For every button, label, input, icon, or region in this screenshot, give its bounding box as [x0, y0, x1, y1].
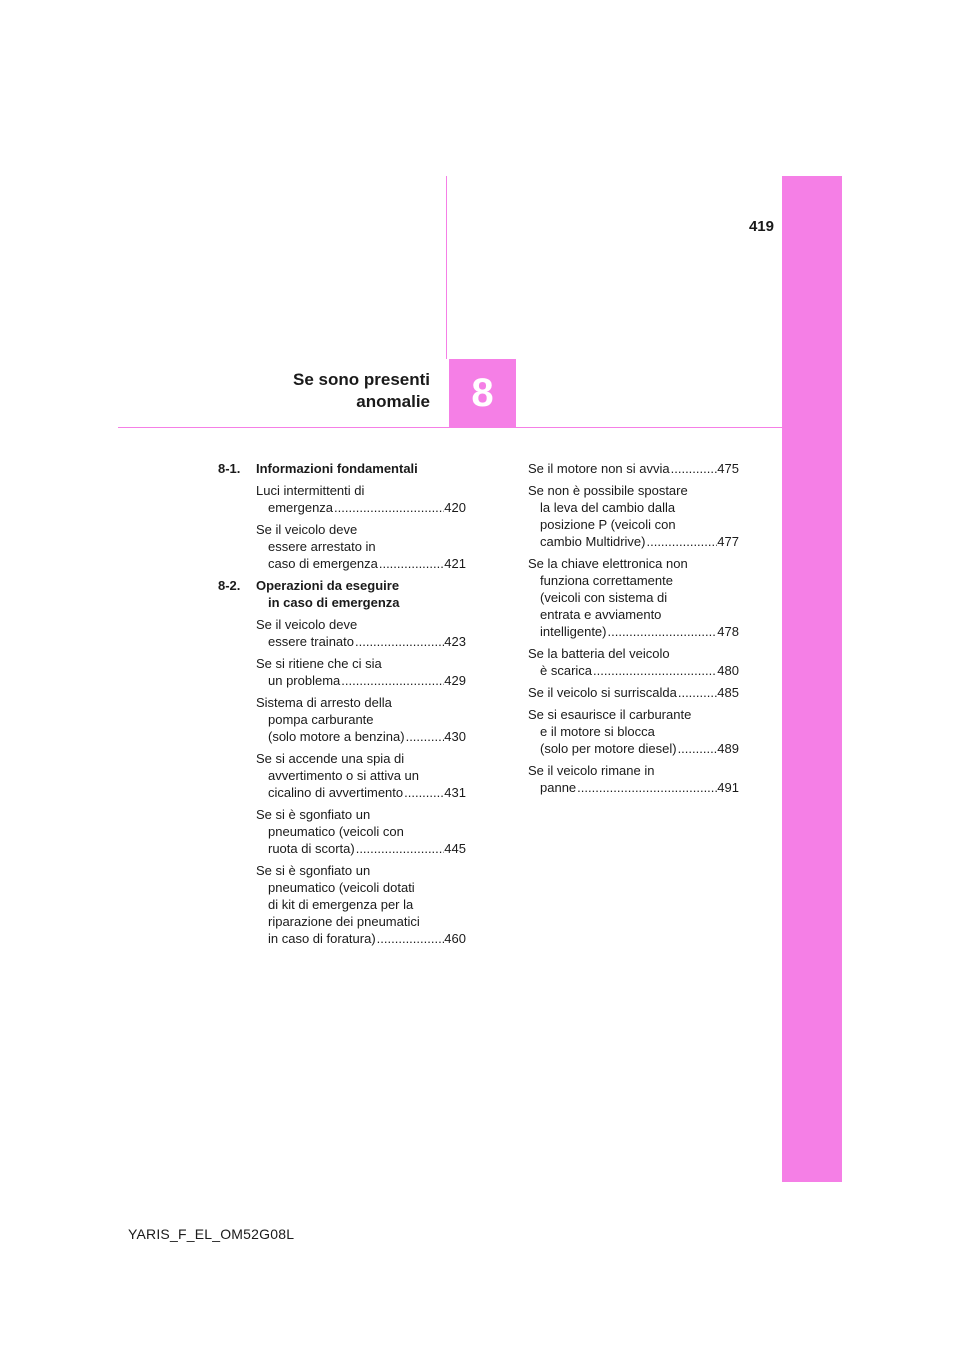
toc-entry[interactable]: [256, 806, 466, 857]
toc-entry-page: 460: [444, 931, 466, 946]
toc-entry-last-line: [256, 784, 466, 801]
toc-entry-last-line: [256, 728, 466, 745]
toc-entry[interactable]: [256, 616, 466, 650]
toc-entry-line: Se il veicolo rimane in: [528, 763, 655, 778]
dot-leader: [607, 623, 718, 640]
toc-entry-line: Se si è sgonfiato un: [256, 863, 371, 878]
toc-entry-page: 430: [444, 729, 466, 744]
dot-leader: [403, 784, 444, 801]
toc-entry-page: 491: [717, 780, 739, 795]
toc-entry[interactable]: [256, 482, 466, 516]
section-title[interactable]: [256, 577, 466, 611]
toc-entry-line: Se il veicolo deve: [256, 522, 358, 537]
toc-entry-line: panne: [540, 780, 577, 795]
dot-leader: [645, 533, 717, 550]
section-title-line: Operazioni da eseguire: [256, 578, 400, 593]
toc-entry-last-line: [256, 555, 466, 572]
toc-entry-line: è scarica: [540, 663, 593, 678]
toc-entry-last-line: [528, 460, 739, 477]
toc-entry-line: Luci intermittenti di: [256, 483, 365, 498]
toc-entry-line: Se si esaurisce il carburante: [528, 707, 692, 722]
toc-entry[interactable]: [528, 762, 739, 796]
toc-right-column: [528, 460, 739, 801]
toc-entry[interactable]: [528, 482, 739, 550]
toc-section: [218, 577, 466, 947]
toc-entry-line: Se si è sgonfiato un: [256, 807, 371, 822]
toc-entry-line: funziona correttamente: [540, 573, 673, 588]
section-title[interactable]: [256, 460, 466, 477]
toc-entry-line: essere arrestato in: [268, 539, 376, 554]
toc-entry-last-line: [528, 623, 739, 640]
toc-entry[interactable]: [528, 460, 739, 477]
toc-entry-line: Sistema di arresto della: [256, 695, 392, 710]
header-vertical-rule: [446, 176, 447, 359]
dot-leader: [576, 779, 717, 796]
section-number: 8-1.: [218, 461, 241, 476]
chapter-title: [230, 369, 430, 413]
toc-entry-last-line: [528, 684, 739, 701]
dot-leader: [378, 555, 444, 572]
toc-entry-line: cicalino di avvertimento: [268, 785, 404, 800]
chapter-title-line: Se sono presenti: [293, 370, 430, 389]
toc-entry-line: (solo motore a benzina): [268, 729, 405, 744]
document-code: YARIS_F_EL_OM52G08L: [128, 1226, 295, 1242]
toc-entry-last-line: [528, 533, 739, 550]
section-number: 8-2.: [218, 578, 241, 593]
toc-entry-line: la leva del cambio dalla: [540, 500, 676, 515]
toc-entry-line: ruota di scorta): [268, 841, 355, 856]
dot-leader: [677, 740, 718, 757]
toc-entry[interactable]: [528, 684, 739, 701]
toc-entry-line: avvertimento o si attiva un: [268, 768, 420, 783]
toc-entry-line: Se la chiave elettronica non: [528, 556, 688, 571]
toc-entry-line: un problema: [268, 673, 341, 688]
toc-entry-line: emergenza: [268, 500, 334, 515]
section-title-line: in caso di emergenza: [268, 595, 400, 610]
dot-leader: [355, 840, 445, 857]
dot-leader: [670, 460, 718, 477]
toc-entry-line: Se la batteria del veicolo: [528, 646, 670, 661]
toc-entry-last-line: [528, 662, 739, 679]
toc-entry-page: 421: [444, 556, 466, 571]
dot-leader: [354, 633, 444, 650]
toc-entry-line: Se non è possibile spostare: [528, 483, 688, 498]
toc-entry-last-line: [256, 499, 466, 516]
toc-entry-page: 429: [444, 673, 466, 688]
toc-entry-line: caso di emergenza: [268, 556, 378, 571]
toc-entry-line: posizione P (veicoli con: [540, 517, 676, 532]
toc-entry-line: Se il veicolo deve: [256, 617, 358, 632]
toc-entry-line: Se il veicolo si surriscalda: [528, 685, 677, 700]
dot-leader: [376, 930, 445, 947]
toc-entry-line: pneumatico (veicoli con: [268, 824, 404, 839]
toc-entry[interactable]: [256, 694, 466, 745]
toc-entry-page: 420: [444, 500, 466, 515]
toc-entry[interactable]: [256, 655, 466, 689]
toc-entry-line: (veicoli con sistema di: [540, 590, 668, 605]
toc-entry[interactable]: [528, 706, 739, 757]
chapter-side-tab: [782, 176, 842, 1182]
toc-entry-line: pneumatico (veicoli dotati: [268, 880, 415, 895]
toc-entry-line: Se si ritiene che ci sia: [256, 656, 382, 671]
toc-entry-last-line: [256, 672, 466, 689]
toc-entry[interactable]: [256, 862, 466, 947]
toc-entry-page: 489: [717, 741, 739, 756]
page-number: 419: [748, 218, 774, 235]
toc-entry-last-line: [256, 840, 466, 857]
chapter-number-box: 8: [449, 359, 516, 427]
toc-entry-line: intelligente): [540, 624, 607, 639]
dot-leader: [405, 728, 445, 745]
toc-entry-page: 445: [444, 841, 466, 856]
toc-entry-line: pompa carburante: [268, 712, 374, 727]
toc-entry-page: 480: [717, 663, 739, 678]
toc-entry-page: 475: [717, 461, 739, 476]
toc-entry-line: cambio Multidrive): [540, 534, 646, 549]
toc-entry-line: riparazione dei pneumatici: [268, 914, 420, 929]
dot-leader: [333, 499, 444, 516]
toc-entry-last-line: [528, 740, 739, 757]
toc-entry-line: Se si accende una spia di: [256, 751, 405, 766]
toc-entry-line: e il motore si blocca: [540, 724, 655, 739]
toc-entry-last-line: [256, 930, 466, 947]
toc-entry-page: 485: [717, 685, 739, 700]
toc-entry[interactable]: [256, 750, 466, 801]
dot-leader: [340, 672, 444, 689]
toc-entry[interactable]: [528, 555, 739, 640]
toc-left-column: [218, 460, 466, 952]
toc-entry-page: 477: [717, 534, 739, 549]
toc-entry-line: in caso di foratura): [268, 931, 376, 946]
toc-entry-line: essere trainato: [268, 634, 354, 649]
toc-entry[interactable]: [256, 521, 466, 572]
section-title-line: Informazioni fondamentali: [256, 461, 418, 476]
chapter-title-line: anomalie: [356, 392, 430, 411]
toc-entry-last-line: [528, 779, 739, 796]
header-horizontal-rule: [118, 427, 782, 428]
toc-section: [218, 460, 466, 572]
toc-entry-line: entrata e avviamento: [540, 607, 662, 622]
toc-entry-page: 423: [444, 634, 466, 649]
toc-entry-line: di kit di emergenza per la: [268, 897, 414, 912]
dot-leader: [592, 662, 717, 679]
dot-leader: [677, 684, 717, 701]
toc-entry-last-line: [256, 633, 466, 650]
toc-entry-page: 478: [717, 624, 739, 639]
toc-entry-page: 431: [444, 785, 466, 800]
toc-entry[interactable]: [528, 645, 739, 679]
toc-entry-line: (solo per motore diesel): [540, 741, 677, 756]
toc-entry-line: Se il motore non si avvia: [528, 461, 670, 476]
